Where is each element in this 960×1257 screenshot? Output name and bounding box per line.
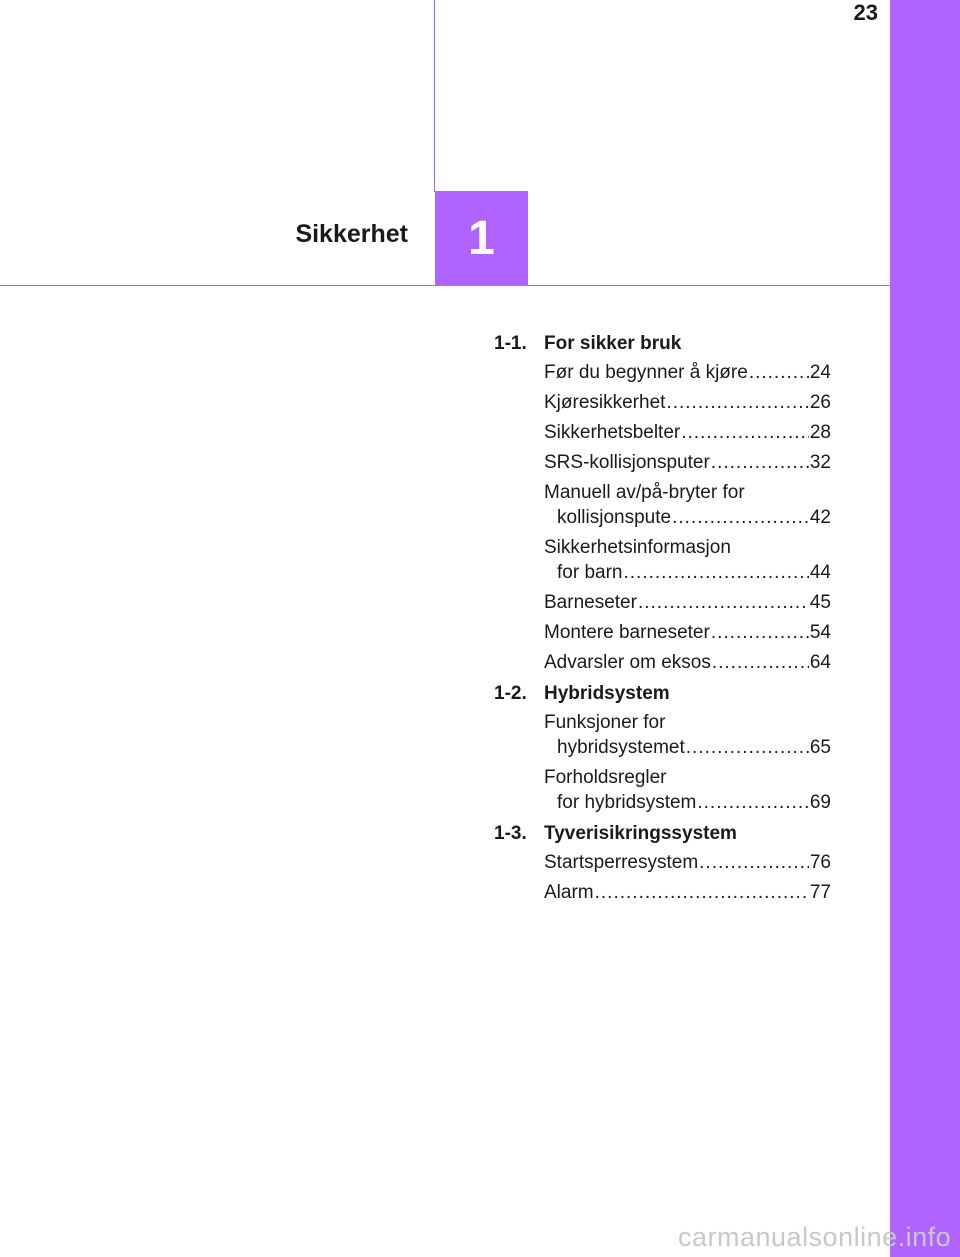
toc-entry-page: 26 [809, 392, 831, 413]
toc-section-number: 1-3. [494, 823, 527, 844]
toc-entry-page: 65 [809, 737, 831, 758]
toc-entry-page: 24 [809, 362, 831, 383]
toc-section-title: For sikker bruk [544, 333, 682, 354]
toc-entry-title: kollisjonspute [557, 507, 672, 528]
watermark: carmanualsonline.info [678, 1222, 952, 1252]
table-of-contents [494, 330, 834, 910]
toc-entry-title: Barneseter [544, 592, 637, 613]
toc-entry-page: 77 [809, 882, 831, 903]
page-number: 23 [853, 0, 878, 25]
dot-leader [623, 560, 808, 585]
toc-entry-title: Alarm [544, 882, 594, 903]
dot-leader [712, 650, 809, 675]
toc-section-title: Tyverisikringssystem [544, 823, 737, 844]
toc-entry[interactable] [544, 880, 831, 905]
toc-entry-title: Sikkerhetsbelter [544, 422, 681, 443]
toc-entry-title: Forholdsregler [544, 767, 667, 788]
toc-section-header[interactable] [494, 680, 834, 707]
toc-entry[interactable] [544, 620, 831, 645]
toc-entry-title: Manuell av/på-bryter for [544, 482, 745, 503]
dot-leader [638, 590, 809, 615]
toc-entry-title: Advarsler om eksos [544, 652, 711, 673]
divider-horizontal [0, 285, 890, 286]
toc-entry[interactable] [544, 850, 831, 875]
toc-entry-title: for barn [557, 562, 623, 583]
toc-section-title: Hybridsystem [544, 683, 670, 704]
toc-section [494, 330, 834, 675]
toc-section [494, 680, 834, 815]
toc-entry-page: 76 [809, 852, 831, 873]
toc-entry-page: 44 [809, 562, 831, 583]
toc-section-header[interactable] [494, 820, 834, 847]
dot-leader [595, 880, 809, 905]
toc-entry-page: 64 [809, 652, 831, 673]
toc-entry-page: 45 [809, 592, 831, 613]
toc-entry-page: 42 [809, 507, 831, 528]
toc-entry-title: Funksjoner for [544, 712, 666, 733]
dot-leader [697, 790, 808, 815]
toc-entry[interactable] [544, 710, 831, 760]
dot-leader [749, 360, 809, 385]
toc-entry-title: Før du begynner å kjøre [544, 362, 748, 383]
dot-leader [666, 390, 808, 415]
side-tab [890, 0, 960, 1257]
toc-entry[interactable] [544, 765, 831, 815]
toc-section-header[interactable] [494, 330, 834, 357]
toc-section-number: 1-1. [494, 333, 527, 354]
toc-entry[interactable] [544, 390, 831, 415]
toc-entry[interactable] [544, 420, 831, 445]
chapter-title: Sikkerhet [295, 220, 408, 248]
toc-entry-title: Sikkerhetsinformasjon [544, 537, 731, 558]
toc-entry-title: SRS-kollisjonsputer [544, 452, 710, 473]
toc-entry[interactable] [544, 590, 831, 615]
dot-leader [711, 620, 809, 645]
toc-section-number: 1-2. [494, 683, 527, 704]
dot-leader [699, 850, 809, 875]
toc-entry-page: 28 [809, 422, 831, 443]
toc-entry-page: 69 [809, 792, 831, 813]
toc-entry-title: Montere barneseter [544, 622, 710, 643]
dot-leader [686, 735, 809, 760]
toc-entry[interactable] [544, 450, 831, 475]
divider-vertical [434, 0, 435, 192]
dot-leader [681, 420, 809, 445]
toc-entry-title: for hybridsystem [557, 792, 697, 813]
chapter-number: 1 [435, 191, 528, 285]
toc-entry-title: hybridsystemet [557, 737, 685, 758]
toc-section [494, 820, 834, 905]
dot-leader [672, 505, 809, 530]
toc-entry[interactable] [544, 535, 831, 585]
toc-entry-title: Kjøresikkerhet [544, 392, 666, 413]
dot-leader [711, 450, 809, 475]
toc-entry-page: 54 [809, 622, 831, 643]
toc-entry-page: 32 [809, 452, 831, 473]
toc-entry[interactable] [544, 360, 831, 385]
toc-entry-title: Startsperresystem [544, 852, 699, 873]
toc-entry[interactable] [544, 480, 831, 530]
toc-entry[interactable] [544, 650, 831, 675]
